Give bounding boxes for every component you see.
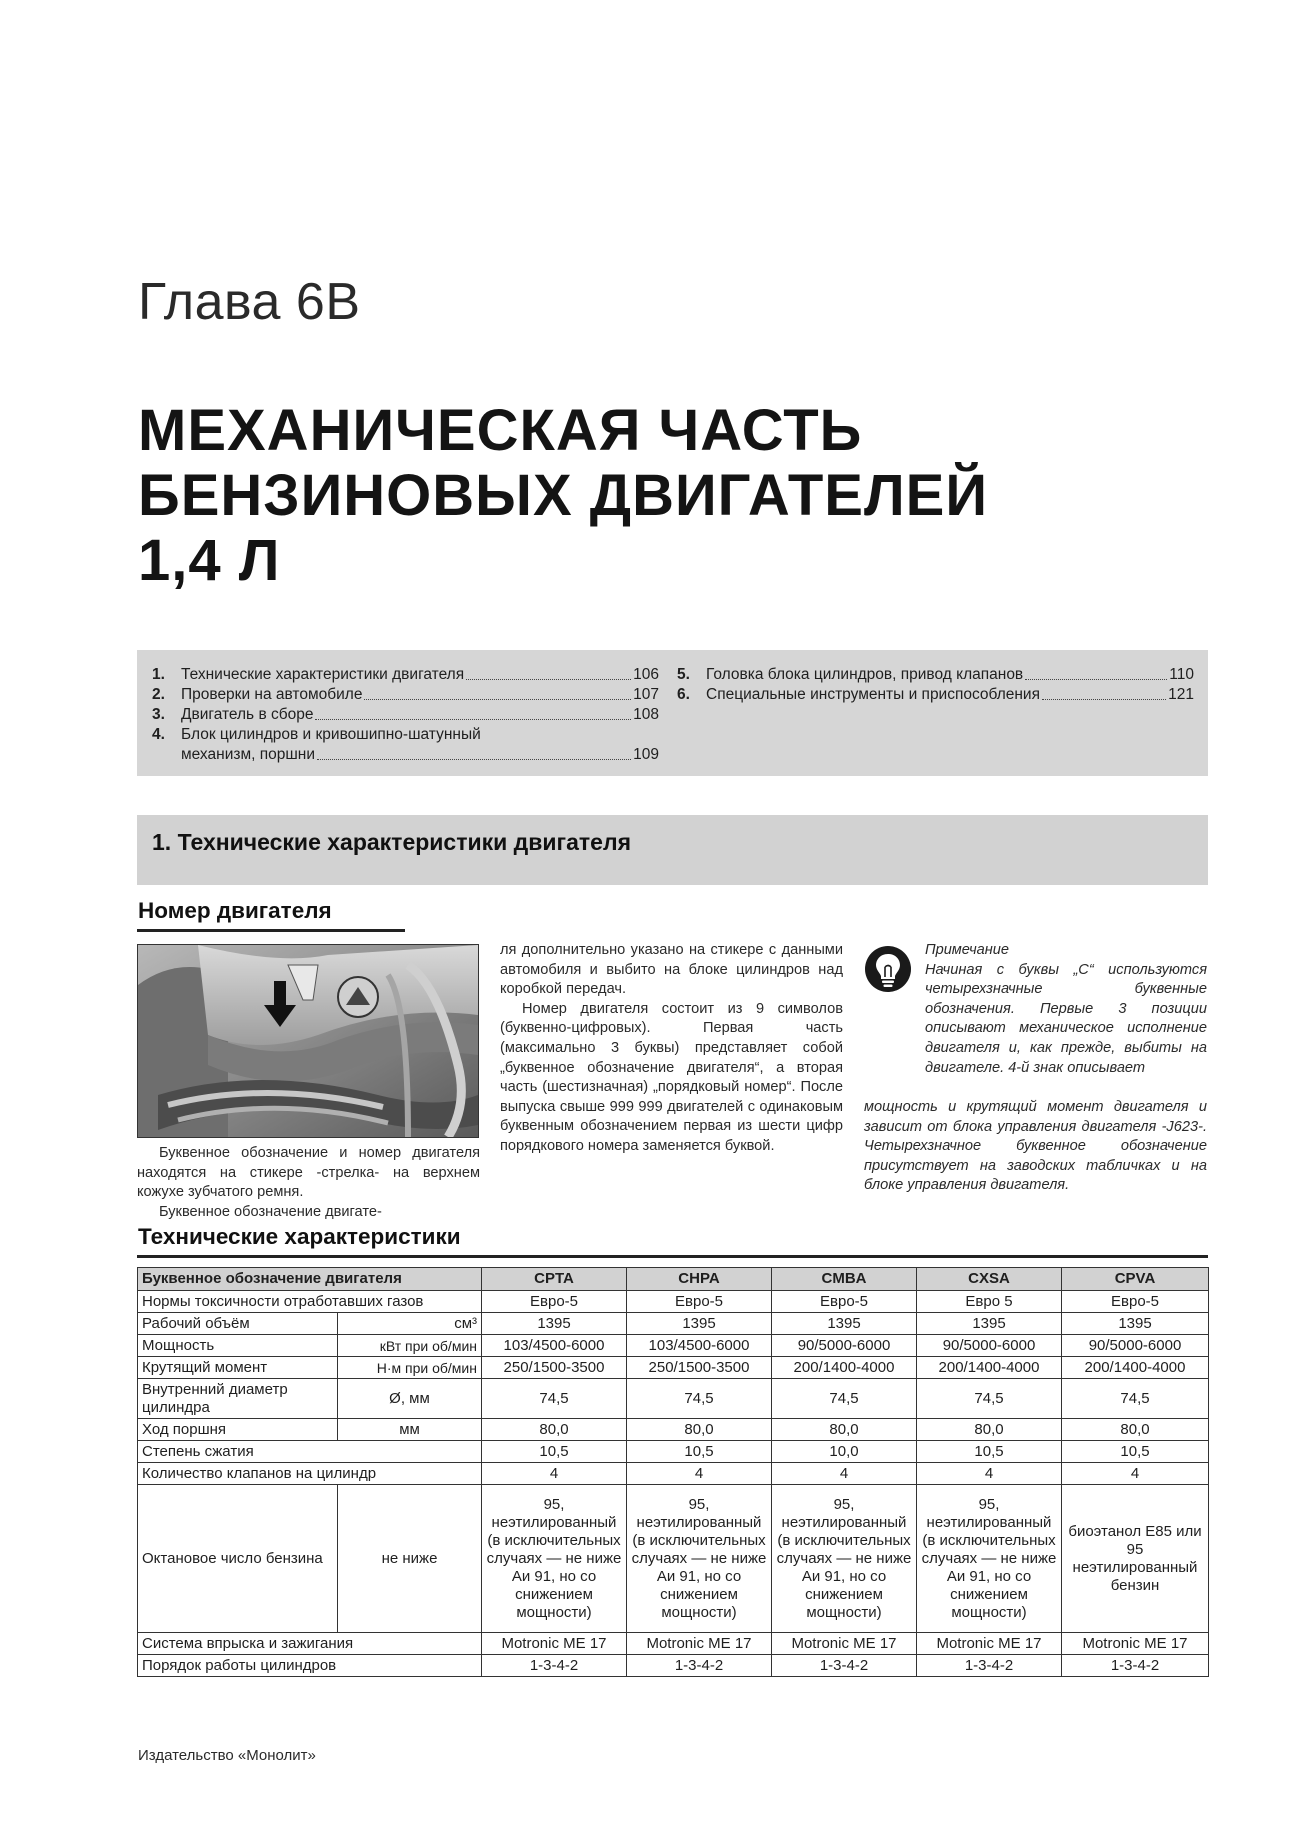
toc-page: 106	[633, 666, 659, 683]
toc-column-right	[677, 665, 1194, 705]
table-cell: 80,0	[627, 1419, 772, 1441]
toc-page: 107	[633, 686, 659, 703]
row-unit: Ø, мм	[338, 1379, 482, 1419]
table-cell: 74,5	[482, 1379, 627, 1419]
table-row	[138, 1419, 1209, 1441]
table-cell: 95, неэтилированный (в исключительных случаях — не ниже Аи 91, но со снижением мощности)	[772, 1485, 917, 1633]
row-unit: Н·м при об/мин	[338, 1357, 482, 1379]
toc-page: 108	[633, 706, 659, 723]
toc-page: 121	[1168, 686, 1194, 703]
table-row	[138, 1291, 1209, 1313]
table-row	[138, 1357, 1209, 1379]
table-cell: 200/1400-4000	[917, 1357, 1062, 1379]
table-cell: 80,0	[482, 1419, 627, 1441]
engine-code: CPVA	[1062, 1268, 1209, 1291]
table-cell: 1395	[772, 1313, 917, 1335]
toc-leader	[317, 759, 631, 760]
table-header-row	[138, 1268, 1209, 1291]
table-cell: 1-3-4-2	[1062, 1655, 1209, 1677]
table-cell: 250/1500-3500	[627, 1357, 772, 1379]
paragraph: Буквенное обозначение и номер двигателя находятся на стикере -стрелка- на верхнем кожухе зубчатого ремня.	[137, 1145, 480, 1201]
page-title	[138, 398, 988, 593]
table-row	[138, 1485, 1209, 1633]
toc-number: 1.	[152, 666, 165, 683]
table-cell: 4	[627, 1463, 772, 1485]
toc-text: механизм, поршни	[181, 746, 316, 763]
table-of-contents	[137, 650, 1208, 776]
table-row	[138, 1463, 1209, 1485]
table-row	[138, 1655, 1209, 1677]
row-unit: кВт при об/мин	[338, 1335, 482, 1357]
toc-column-left	[152, 665, 659, 765]
table-cell: 90/5000-6000	[772, 1335, 917, 1357]
row-label: Рабочий объём	[138, 1313, 338, 1335]
toc-item[interactable]	[677, 665, 1194, 685]
toc-item[interactable]	[677, 685, 1194, 705]
toc-number: 4.	[152, 726, 165, 743]
engine-number-text-col1	[137, 1144, 480, 1222]
toc-text: Двигатель в сборе	[181, 706, 314, 723]
table-cell: 10,5	[917, 1441, 1062, 1463]
toc-item[interactable]	[152, 665, 659, 685]
table-cell: 10,5	[627, 1441, 772, 1463]
table-cell: 10,5	[1062, 1441, 1209, 1463]
table-cell: 1395	[917, 1313, 1062, 1335]
row-label: Октановое число бензина	[138, 1485, 338, 1633]
engine-code: CXSA	[917, 1268, 1062, 1291]
heading-rule	[137, 929, 405, 932]
row-unit: не ниже	[338, 1485, 482, 1633]
table-cell: Motronic ME 17	[917, 1633, 1062, 1655]
row-label: Ход поршня	[138, 1419, 338, 1441]
engine-photo	[137, 944, 479, 1138]
toc-item[interactable]	[152, 705, 659, 725]
toc-leader	[466, 679, 631, 680]
table-cell: 74,5	[772, 1379, 917, 1419]
table-cell: Евро-5	[1062, 1291, 1209, 1313]
table-cell: 90/5000-6000	[1062, 1335, 1209, 1357]
table-row	[138, 1441, 1209, 1463]
table-row	[138, 1335, 1209, 1357]
toc-number: 5.	[677, 666, 690, 683]
table-cell: Motronic ME 17	[627, 1633, 772, 1655]
toc-number: 6.	[677, 686, 690, 703]
toc-text: Специальные инструменты и приспособления	[706, 686, 1040, 703]
toc-item[interactable]	[152, 685, 659, 705]
table-cell: 200/1400-4000	[1062, 1357, 1209, 1379]
row-unit: см³	[338, 1313, 482, 1335]
toc-leader	[1042, 699, 1166, 700]
table-row	[138, 1379, 1209, 1419]
table-row	[138, 1633, 1209, 1655]
row-label: Система впрыска и зажигания	[138, 1633, 482, 1655]
table-cell: 4	[917, 1463, 1062, 1485]
section-header	[137, 815, 1208, 885]
row-label: Крутящий момент	[138, 1357, 338, 1379]
row-label: Степень сжатия	[138, 1441, 482, 1463]
table-cell: 90/5000-6000	[917, 1335, 1062, 1357]
publisher-footer: Издательство «Монолит»	[138, 1747, 316, 1764]
chapter-label: Глава 6В	[138, 273, 361, 331]
table-cell: 1395	[482, 1313, 627, 1335]
note-text-continued: мощность и крутящий момент двигателя и зависит от блока управления двигателя -J623-. Четырехзначное буквенное обозначение присутствует на заводских табличках и на блоке управления двигателя.	[864, 1099, 1207, 1194]
table-cell: Евро-5	[482, 1291, 627, 1313]
table-cell: 1-3-4-2	[772, 1655, 917, 1677]
table-cell: 250/1500-3500	[482, 1357, 627, 1379]
engine-number-text-col2	[500, 941, 843, 1157]
table-cell: 95, неэтилированный (в исключительных случаях — не ниже Аи 91, но со снижением мощности)	[627, 1485, 772, 1633]
table-cell: биоэтанол E85 или 95 неэтилированный бензин	[1062, 1485, 1209, 1633]
header-label: Буквенное обозначение двигателя	[138, 1268, 482, 1291]
note-text: Начиная с буквы „С“ используются четырехзначные буквенные обозначения. Первые 3 позиции описывают механическое исполнение двигателя и, как прежде, выбиты на двигателе. 4-й знак описывает	[925, 961, 1207, 1076]
paragraph: Номер двигателя состоит из 9 символов (буквенно-цифровых). Первая часть (максимально 3 буквы) представляет собой „буквенное обозначение двигателя“, а вторая часть (шестизначная) „порядковый номер“. После выпуска свыше 999 999 двигателей с одинаковым буквенным обозначением первая из шести цифр порядкового номера заменяется буквой.	[500, 1000, 843, 1154]
paragraph: Буквенное обозначение двигате-	[159, 1203, 382, 1220]
row-label: Внутренний диаметр цилиндра	[138, 1379, 338, 1419]
row-label: Количество клапанов на цилиндр	[138, 1463, 482, 1485]
toc-leader	[1025, 679, 1167, 680]
row-label: Мощность	[138, 1335, 338, 1357]
title-line: МЕХАНИЧЕСКАЯ ЧАСТЬ	[138, 398, 863, 463]
table-cell: 103/4500-6000	[627, 1335, 772, 1357]
row-unit: мм	[338, 1419, 482, 1441]
toc-leader	[364, 699, 631, 700]
row-label: Нормы токсичности отработавших газов	[138, 1291, 482, 1313]
toc-text: Головка блока цилиндров, привод клапанов	[706, 666, 1024, 683]
toc-item[interactable]	[152, 725, 659, 765]
note-title: Примечание	[925, 942, 1010, 958]
table-cell: 1395	[1062, 1313, 1209, 1335]
table-cell: Motronic ME 17	[1062, 1633, 1209, 1655]
row-label: Порядок работы цилиндров	[138, 1655, 482, 1677]
table-cell: Евро-5	[627, 1291, 772, 1313]
toc-text: Проверки на автомобиле	[181, 686, 363, 703]
section-title: 1. Технические характеристики двигателя	[152, 829, 632, 855]
engine-code: CPTA	[482, 1268, 627, 1291]
toc-text: Блок цилиндров и кривошипно-шатунный	[181, 726, 481, 743]
toc-number: 3.	[152, 706, 165, 723]
engine-code: CHPA	[627, 1268, 772, 1291]
engine-code: CMBA	[772, 1268, 917, 1291]
engine-number-heading: Номер двигателя	[138, 898, 332, 923]
engine-photo-image	[138, 945, 478, 1137]
table-cell: 200/1400-4000	[772, 1357, 917, 1379]
title-line: 1,4 Л	[138, 528, 281, 593]
table-cell: Евро 5	[917, 1291, 1062, 1313]
toc-number: 2.	[152, 686, 165, 703]
note-block	[925, 941, 1207, 1078]
toc-page: 110	[1169, 666, 1194, 683]
table-row	[138, 1313, 1209, 1335]
table-cell: 10,5	[482, 1441, 627, 1463]
table-cell: 4	[482, 1463, 627, 1485]
table-cell: 1-3-4-2	[917, 1655, 1062, 1677]
specs-table	[137, 1267, 1209, 1677]
table-cell: 103/4500-6000	[482, 1335, 627, 1357]
table-cell: 80,0	[772, 1419, 917, 1441]
table-cell: 74,5	[917, 1379, 1062, 1419]
toc-page: 109	[633, 746, 659, 763]
title-line: БЕНЗИНОВЫХ ДВИГАТЕЛЕЙ	[138, 463, 989, 528]
paragraph: ля дополнительно указано на стикере с данными автомобиля и выбито на блоке цилиндров над коробкой передач.	[500, 942, 843, 998]
table-cell: 95, неэтилированный (в исключительных случаях — не ниже Аи 91, но со снижением мощности)	[917, 1485, 1062, 1633]
specs-heading: Технические характеристики	[138, 1224, 461, 1249]
table-cell: 1-3-4-2	[482, 1655, 627, 1677]
lightbulb-icon	[864, 945, 912, 993]
table-cell: 74,5	[1062, 1379, 1209, 1419]
table-cell: 4	[772, 1463, 917, 1485]
table-cell: 10,0	[772, 1441, 917, 1463]
table-cell: 74,5	[627, 1379, 772, 1419]
toc-leader	[315, 719, 631, 720]
heading-rule	[137, 1255, 1208, 1258]
table-cell: 1395	[627, 1313, 772, 1335]
table-cell: 4	[1062, 1463, 1209, 1485]
toc-text: Технические характеристики двигателя	[181, 666, 465, 683]
table-cell: Евро-5	[772, 1291, 917, 1313]
table-cell: 80,0	[917, 1419, 1062, 1441]
table-cell: 95, неэтилированный (в исключительных случаях — не ниже Аи 91, но со снижением мощности)	[482, 1485, 627, 1633]
table-cell: 1-3-4-2	[627, 1655, 772, 1677]
table-cell: Motronic ME 17	[772, 1633, 917, 1655]
table-cell: Motronic ME 17	[482, 1633, 627, 1655]
table-cell: 80,0	[1062, 1419, 1209, 1441]
